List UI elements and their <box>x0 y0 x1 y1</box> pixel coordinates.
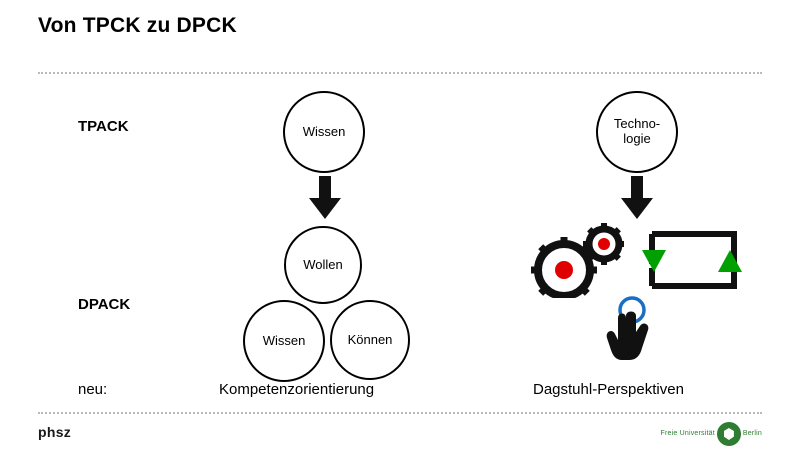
circle-koennen-label: Können <box>347 331 393 347</box>
divider-bottom <box>38 412 762 414</box>
cycle-arrows-icon <box>640 224 746 296</box>
down-arrow-left-icon <box>308 176 342 220</box>
footer-brand: phsz <box>38 424 72 440</box>
row-label-dpack: DPACK <box>78 296 131 313</box>
divider-top <box>38 72 762 74</box>
circle-technologie-line2: logie <box>623 131 651 146</box>
row-label-tpack: TPACK <box>78 118 129 135</box>
circle-wissen-bottom-label: Wissen <box>262 332 306 348</box>
gears-icon <box>528 222 624 298</box>
circle-koennen <box>330 300 410 380</box>
circle-wissen-top <box>283 91 365 173</box>
circle-wollen-label: Wollen <box>303 256 343 272</box>
partner-logo-left-text: Freie Universität <box>660 430 715 438</box>
partner-logo <box>644 422 762 446</box>
neu-label: neu: <box>78 381 108 398</box>
partner-seal-icon <box>717 422 741 446</box>
down-arrow-right-icon <box>620 176 654 220</box>
partner-logo-right-text: Berlin <box>742 430 762 438</box>
caption-right: Dagstuhl-Perspektiven <box>533 381 684 398</box>
circle-wollen <box>284 226 362 304</box>
caption-left: Kompetenzorientierung <box>219 381 375 398</box>
page-title: Von TPCK zu DPCK <box>38 14 237 37</box>
circle-technologie-line1: Techno- <box>613 116 661 132</box>
circle-wissen-top-label: Wissen <box>302 123 346 139</box>
circle-technologie <box>596 91 678 173</box>
circle-wissen-bottom <box>243 300 325 382</box>
hand-pointer-icon <box>604 296 660 366</box>
